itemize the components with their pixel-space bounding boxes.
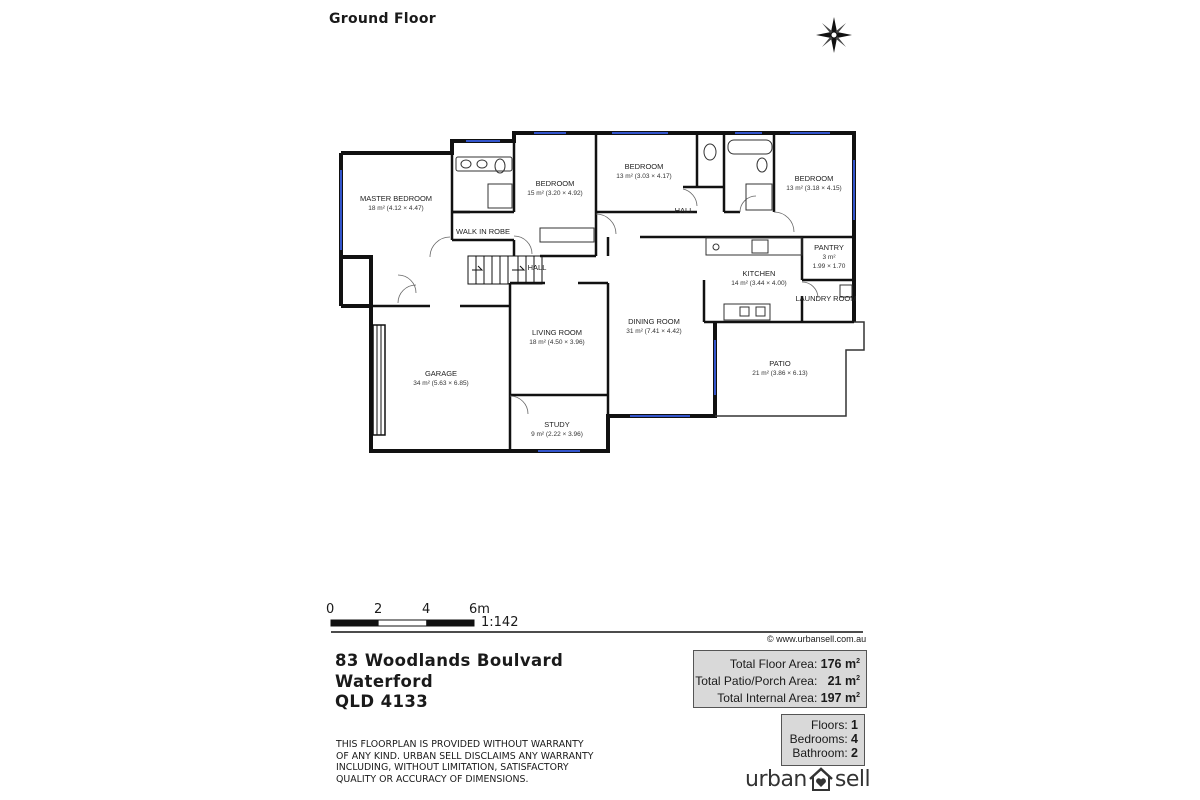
logo-text-right: sell	[834, 767, 871, 792]
copyright-text: © www.urbansell.com.au	[767, 634, 867, 644]
label-bedroom-2: BEDROOM	[535, 179, 575, 188]
floors-label: Floors:	[811, 718, 848, 732]
address-line-3: QLD 4133	[335, 692, 429, 711]
size-bedroom-4: 13 m² (3.18 × 4.15)	[786, 185, 842, 192]
total-patio-area-row	[694, 672, 860, 689]
label-living: LIVING ROOM	[531, 328, 583, 337]
scale-ratio: 1:142	[481, 615, 519, 630]
logo-text-left: urban	[745, 767, 807, 792]
bathroom-label: Bathroom:	[792, 745, 848, 760]
floors-value: 1	[851, 718, 858, 732]
total-internal-area-row	[694, 689, 860, 706]
label-dining: DINING ROOM	[628, 317, 680, 326]
label-bedroom-3: BEDROOM	[624, 162, 664, 171]
label-walk-in-robe: WALK IN ROBE	[456, 227, 510, 236]
label-patio: PATIO	[769, 359, 791, 368]
patio-outline	[715, 322, 864, 416]
windows	[341, 133, 854, 451]
label-kitchen: KITCHEN	[742, 269, 776, 278]
property-address	[335, 651, 563, 713]
label-laundry: LAUNDRY ROOM	[795, 294, 857, 303]
size-living: 18 m² (4.50 × 3.96)	[529, 339, 585, 346]
label-garage: GARAGE	[424, 369, 458, 378]
size-bedroom-2: 15 m² (3.20 × 4.92)	[527, 190, 583, 197]
label-hall-lower: HALL	[527, 263, 547, 272]
total-floor-area-value: 176 m	[820, 657, 857, 672]
scale-tick-0: 0	[326, 602, 335, 617]
total-floor-area-label: Total Floor Area:	[729, 657, 818, 672]
house-heart-icon	[808, 766, 834, 792]
scale-tick-6m: 6m	[469, 602, 490, 617]
total-floor-area-row	[694, 655, 860, 672]
dims-pantry: 1.99 × 1.70	[812, 263, 846, 270]
size-patio: 21 m² (3.86 × 6.13)	[752, 370, 808, 377]
exterior-walls	[341, 133, 854, 451]
size-dining: 31 m² (7.41 × 4.42)	[626, 328, 682, 335]
interior-walls	[371, 133, 854, 451]
label-pantry: PANTRY	[814, 243, 844, 252]
unit-sup: 2	[856, 691, 860, 699]
area-summary-box	[693, 650, 867, 708]
label-hall-upper: HALL	[674, 206, 694, 215]
label-master-bedroom: MASTER BEDROOM	[359, 194, 433, 203]
floor-title: Ground Floor	[329, 11, 436, 27]
room-count-box	[781, 714, 865, 766]
address-line-1: 83 Woodlands Boulvard	[335, 651, 564, 670]
unit-sup: 2	[856, 674, 860, 682]
floors-row	[782, 719, 858, 733]
size-kitchen: 14 m² (3.44 × 4.00)	[731, 280, 787, 287]
label-bedroom-4: BEDROOM	[794, 174, 834, 183]
scale-tick-4: 4	[422, 602, 431, 617]
bathroom-row	[782, 747, 858, 761]
total-internal-area-value: 197 m	[820, 691, 857, 706]
bathroom-value: 2	[851, 745, 858, 760]
scale-bar	[331, 620, 474, 626]
bedrooms-label: Bedrooms:	[789, 731, 848, 746]
size-bedroom-3: 13 m² (3.03 × 4.17)	[616, 173, 672, 180]
disclaimer-text: THIS FLOORPLAN IS PROVIDED WITHOUT WARRANTY OF ANY KIND. URBAN SELL DISCLAIMS ANY WARRANTY INCLUDING, WITHOUT LIMITATION, SATISFACTORY QUALITY OR ACCURACY OF DIMENSIONS.	[336, 739, 594, 785]
total-patio-area-label: Total Patio/Porch Area:	[695, 674, 818, 689]
label-study: STUDY	[544, 420, 570, 429]
compass-icon	[816, 17, 852, 53]
area-pantry: 3 m²	[822, 254, 836, 261]
scale-tick-2: 2	[374, 602, 383, 617]
bedrooms-row	[782, 733, 858, 747]
size-master-bedroom: 18 m² (4.12 × 4.47)	[368, 205, 424, 212]
total-patio-area-value: 21 m	[827, 674, 857, 689]
size-study: 9 m² (2.22 × 3.96)	[531, 431, 583, 438]
urban-sell-logo	[745, 766, 870, 792]
address-line-2: Waterford	[335, 671, 434, 691]
total-internal-area-label: Total Internal Area:	[717, 691, 818, 706]
garage-door	[373, 325, 385, 435]
size-garage: 34 m² (5.63 × 6.85)	[413, 380, 469, 387]
bedrooms-value: 4	[851, 731, 858, 746]
unit-sup: 2	[856, 658, 860, 665]
